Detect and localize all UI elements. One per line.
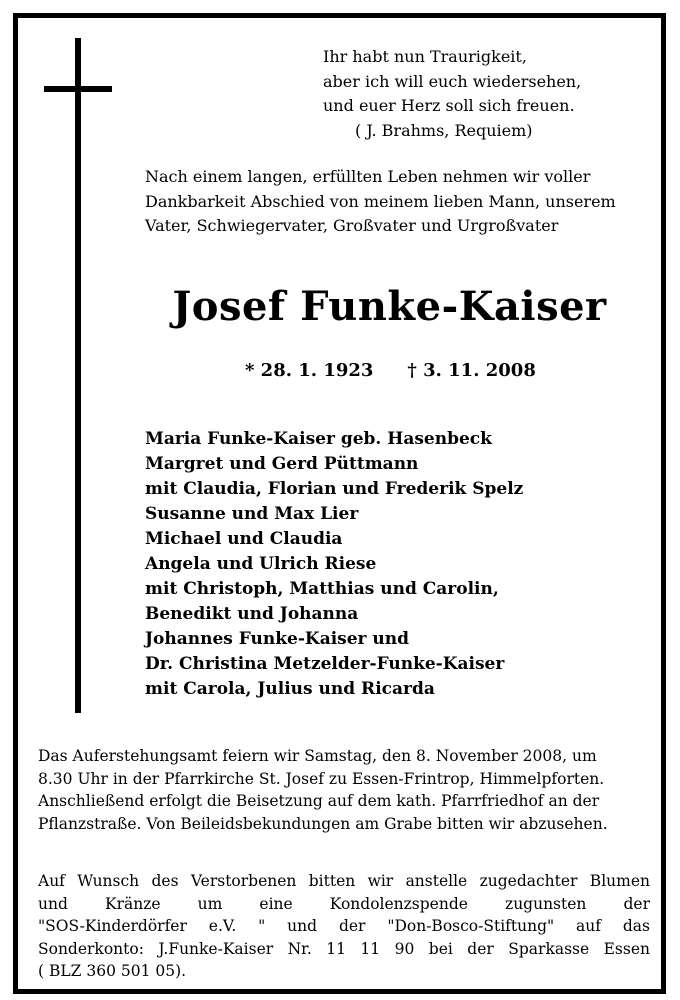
donation-request [38, 870, 650, 983]
family-line: Margret und Gerd Püttmann [145, 454, 419, 474]
intro-line: Nach einem langen, erfüllten Leben nehmen wir voller [145, 167, 591, 186]
donation-line: und Kränze um eine Kondolenzspende zugunsten der [38, 894, 650, 913]
quote-line: Ihr habt nun Traurigkeit, [323, 47, 527, 66]
family-line: Dr. Christina Metzelder-Funke-Kaiser [145, 654, 505, 674]
family-line: Angela und Ulrich Riese [145, 554, 377, 574]
service-announcement [38, 745, 650, 835]
family-line: Michael und Claudia [145, 529, 343, 549]
service-line: Das Auferstehungsamt feiern wir Samstag, den 8. November 2008, um [38, 747, 597, 765]
cross-icon-horizontal [44, 86, 112, 92]
family-line: Maria Funke-Kaiser geb. Hasenbeck [145, 429, 492, 449]
intro-line: Vater, Schwiegervater, Großvater und Urgroßvater [145, 216, 559, 235]
family-line: Susanne und Max Lier [145, 504, 359, 524]
family-line: Johannes Funke-Kaiser und [145, 629, 410, 649]
service-line: Anschließend erfolgt die Beisetzung auf dem kath. Pfarrfriedhof an der [38, 792, 600, 810]
donation-line: "SOS-Kinderdörfer e.V. " und der "Don-Bosco-Stiftung" auf das [38, 917, 650, 935]
quote-source: ( J. Brahms, Requiem) [355, 120, 533, 140]
family-list [145, 427, 645, 702]
donation-line-last: ( BLZ 360 501 05). [38, 962, 187, 980]
cross-icon-vertical [75, 38, 81, 713]
death-date: † 3. 11. 2008 [407, 360, 536, 381]
life-dates [245, 360, 645, 381]
donation-line: Sonderkonto: J.Funke-Kaiser Nr. 11 11 90 bei der Sparkasse Essen [38, 939, 650, 958]
family-line: mit Claudia, Florian und Frederik Spelz [145, 479, 524, 499]
quote-block [323, 45, 653, 143]
family-line: mit Carola, Julius und Ricarda [145, 679, 435, 699]
intro-line: Dankbarkeit Abschied von meinem lieben Mann, unserem [145, 191, 616, 211]
quote-line: und euer Herz soll sich freuen. [323, 96, 575, 115]
deceased-name: Josef Funke-Kaiser [172, 283, 607, 330]
family-line: mit Christoph, Matthias und Carolin, [145, 579, 499, 599]
donation-line: Auf Wunsch des Verstorbenen bitten wir anstelle zugedachter Blumen [38, 872, 650, 890]
birth-date: * 28. 1. 1923 [245, 360, 374, 381]
service-line: 8.30 Uhr in der Pfarrkirche St. Josef zu Essen-Frintrop, Himmelpforten. [38, 769, 605, 788]
family-line: Benedikt und Johanna [145, 604, 359, 624]
obituary-frame [13, 13, 666, 994]
intro-text [145, 165, 655, 239]
quote-line: aber ich will euch wiedersehen, [323, 71, 582, 91]
service-line: Pflanzstraße. Von Beileidsbekundungen am Grabe bitten wir abzusehen. [38, 814, 608, 833]
